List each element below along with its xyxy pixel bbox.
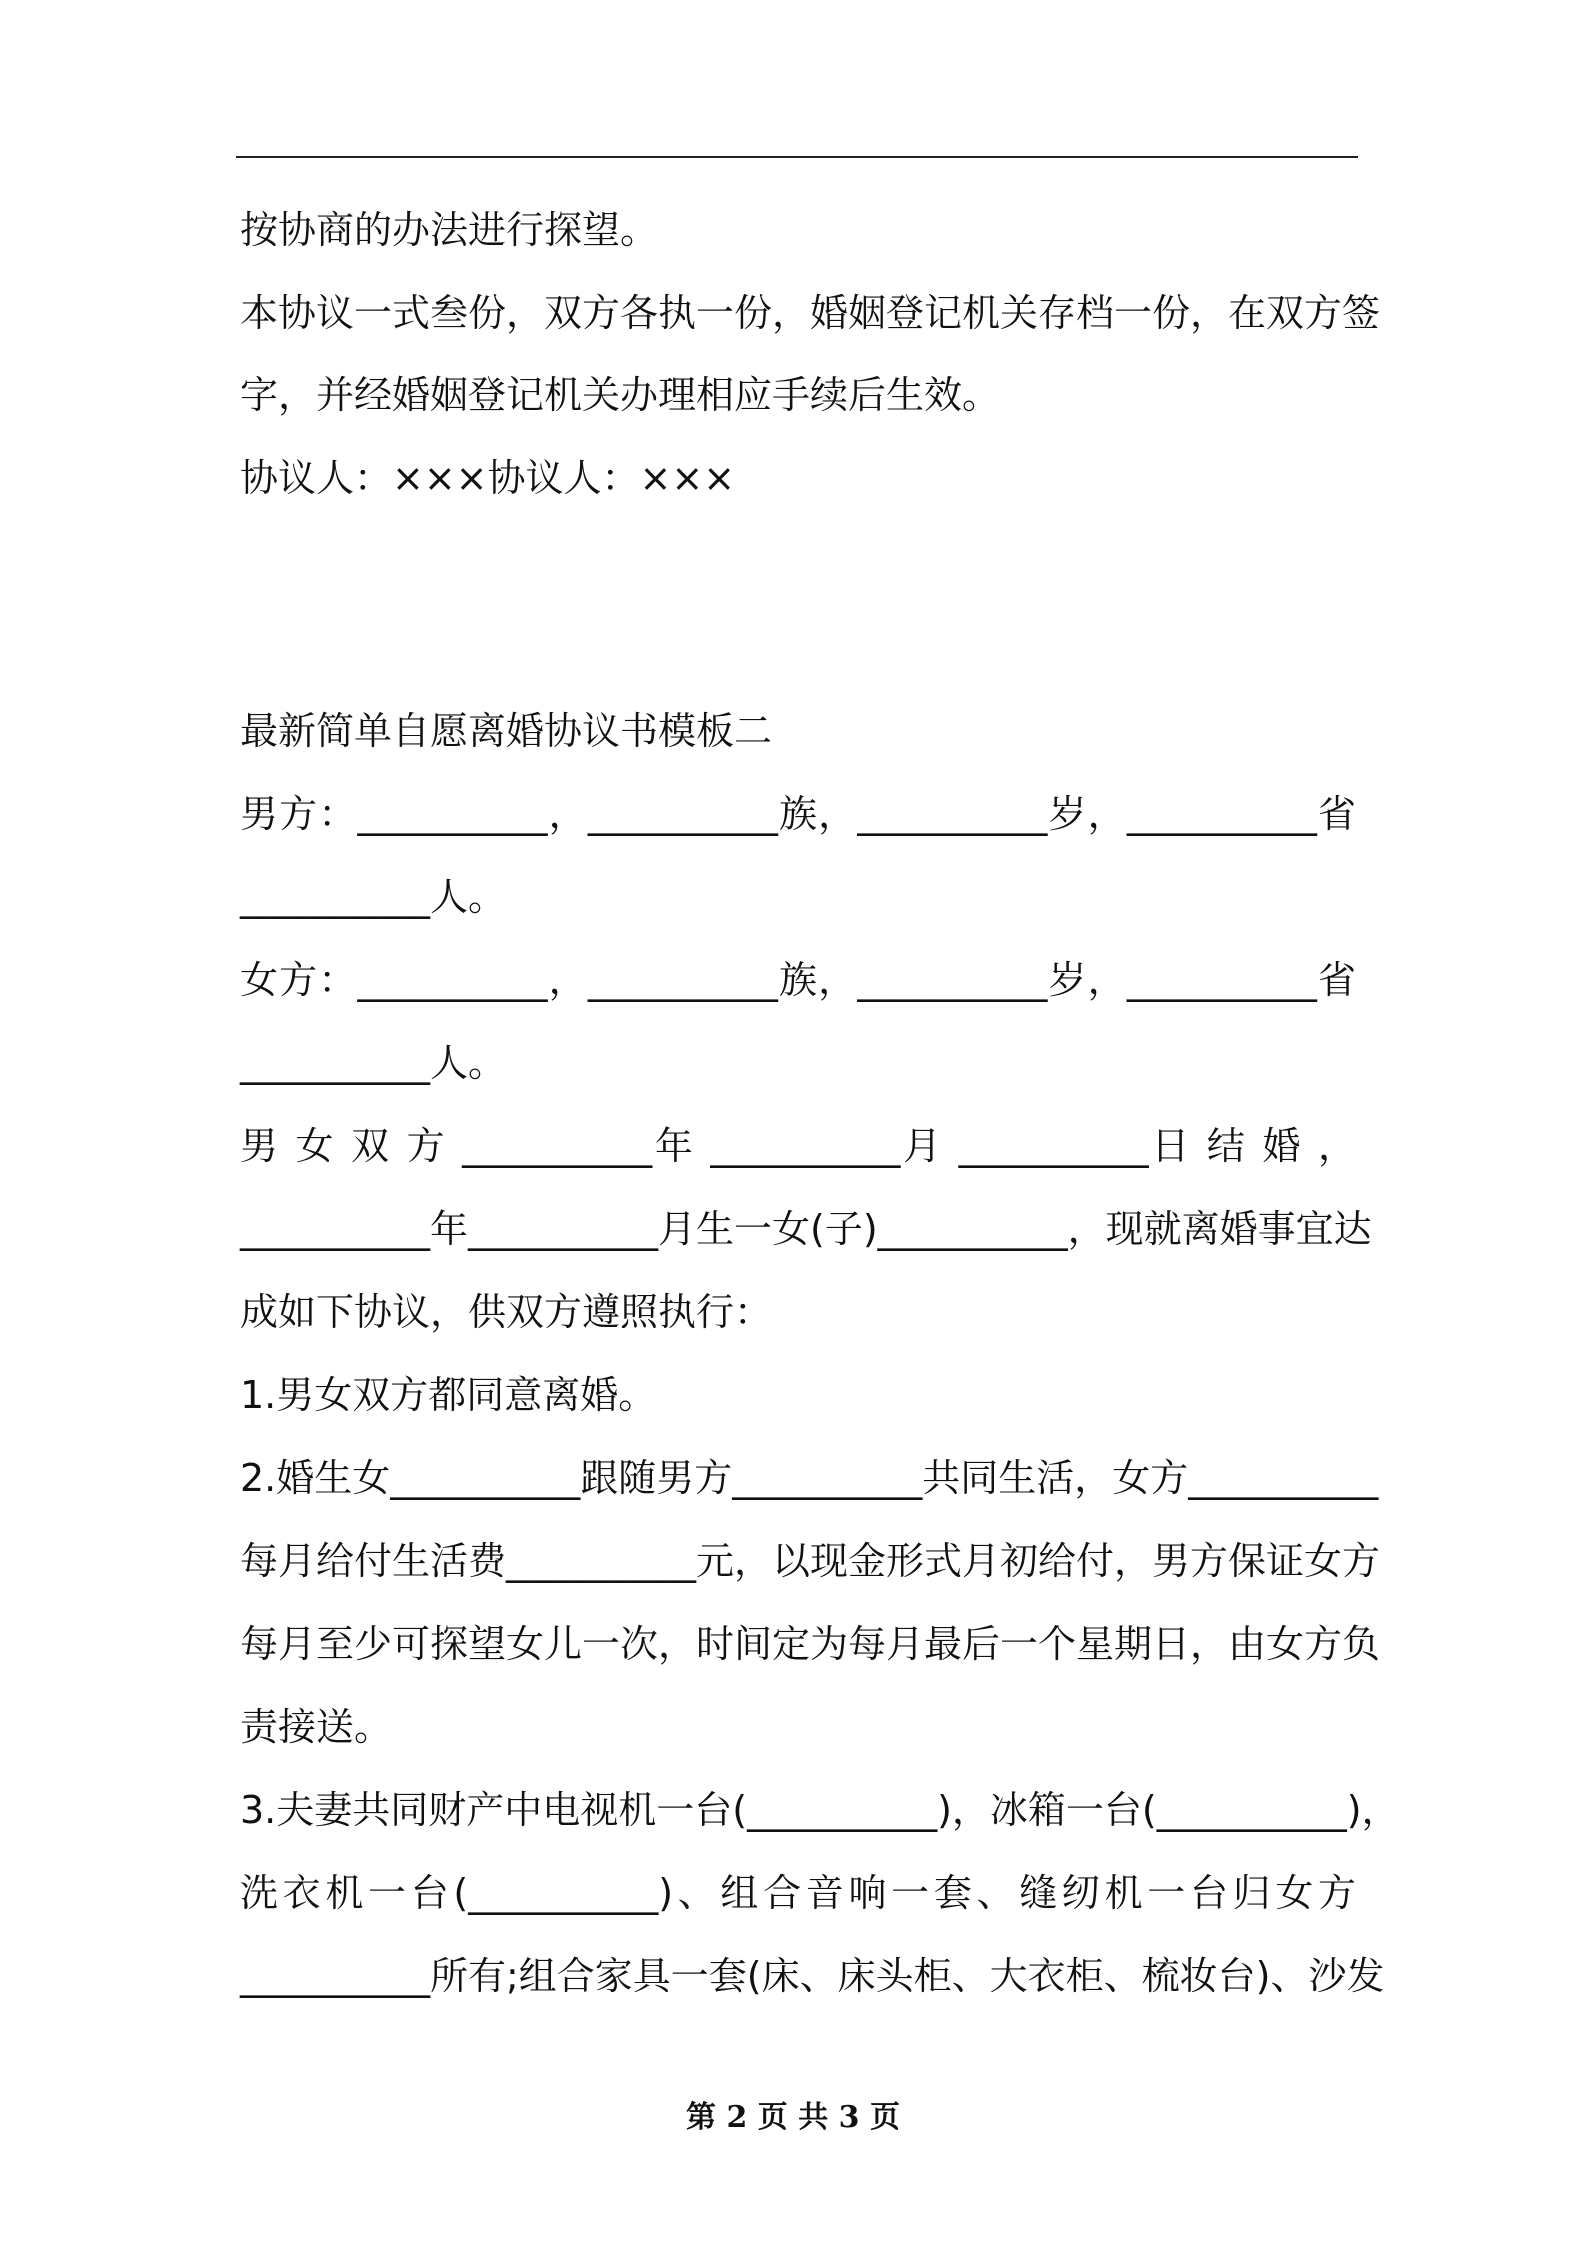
text-line: __________所有;组合家具一套(床、床头柜、大衣柜、梳妆台)、沙发 bbox=[240, 1954, 1385, 1998]
text-line: 字，并经婚姻登记机关办理相应手续后生效。 bbox=[240, 373, 1001, 417]
text-line: 2.婚生女__________跟随男方__________共同生活，女方__________ bbox=[240, 1456, 1379, 1500]
header-rule bbox=[236, 156, 1358, 158]
text-line: 按协商的办法进行探望。 bbox=[240, 208, 659, 252]
text-line: 责接送。 bbox=[240, 1705, 393, 1749]
text-line: 本协议一式叁份，双方各执一份，婚姻登记机关存档一份，在双方签 bbox=[240, 291, 1381, 335]
text-line: 洗衣机一台(__________)、组合音响一套、缝纫机一台归女方 bbox=[240, 1871, 1356, 1915]
signature-line: 协议人：×××协议人：××× bbox=[240, 456, 736, 500]
text-line: __________人。 bbox=[240, 1041, 507, 1085]
page-footer: 第 2 页 共 3 页 bbox=[686, 2100, 900, 2135]
text-line: 女方：__________，__________族，__________岁，__________省 bbox=[240, 958, 1356, 1002]
text-line: 成如下协议，供双方遵照执行： bbox=[240, 1290, 773, 1334]
text-line: 每月给付生活费__________元，以现金形式月初给付，男方保证女方 bbox=[240, 1539, 1381, 1583]
text-line: 男 女 双 方 __________年 __________月 __________日 结 婚 ， bbox=[240, 1124, 1356, 1168]
text-line: 3.夫妻共同财产中电视机一台(__________)，冰箱一台(__________)， bbox=[240, 1788, 1400, 1832]
text-line: 每月至少可探望女儿一次，时间定为每月最后一个星期日，由女方负 bbox=[240, 1622, 1381, 1666]
text-line: __________人。 bbox=[240, 875, 507, 919]
text-line: 男方：__________，__________族，__________岁，__________省 bbox=[240, 792, 1356, 836]
text-line: __________年__________月生一女(子)__________，现就离婚事宜达 bbox=[240, 1207, 1372, 1251]
section-title: 最新简单自愿离婚协议书模板二 bbox=[240, 709, 773, 753]
text-line: 1.男女双方都同意离婚。 bbox=[240, 1373, 657, 1417]
